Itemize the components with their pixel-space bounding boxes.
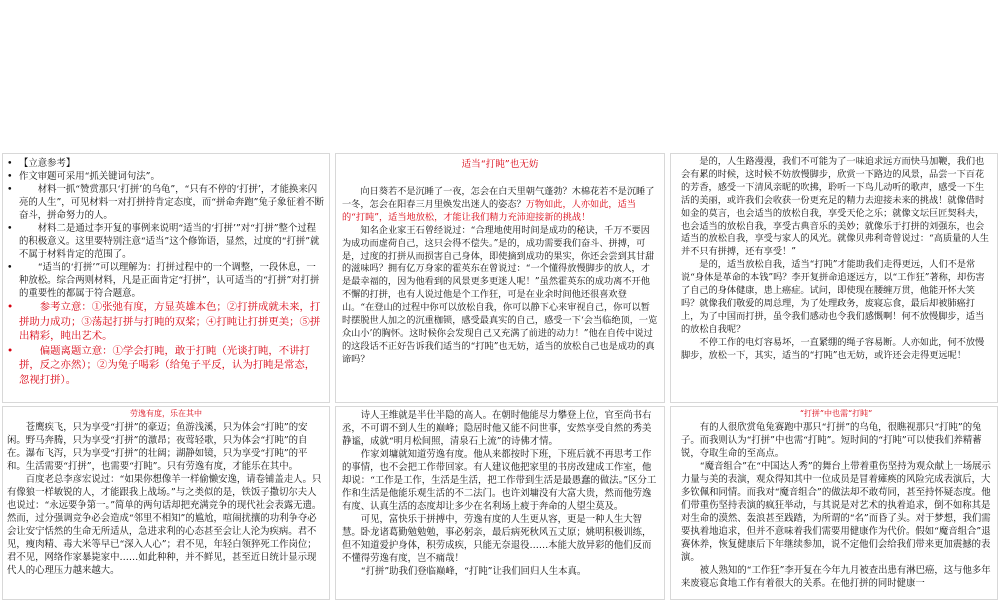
list-item: • 【立意参考】 [7,158,76,169]
list-item: • 作文审题可采用“抓关键词句法”。 [7,171,160,182]
essay-title: 劳逸有度，乐在其中 [130,409,202,418]
essay-title: 适当“打盹”也无妨 [461,159,539,170]
list-item-highlight: • 参考立意：①张弛有度，方显英雄本色；②打拼成就未来，打拼助力成功；③荡起打拼与打盹的双桨；④打盹让打拼更美；⑤拼出精彩，盹出艺术。 [7,301,321,342]
essay-paragraph: 诗人王维就是半仕半隐的高人。在朝时他能尽力攀登上位，官至尚书右丞，不可谓不到人生的巅峰；隐居时他又能不问世事，安然享受自然的秀美静谧，成就“明月松间照，清泉石上流”的诗佛才情。 [342,410,652,447]
essay-paragraph: 是的，适当放松自我，适当“打盹”才能助我们走得更远，人们不是常说“身体是革命的本钱”吗？李开复拼命追逐远方，以“工作狂”著称，却伤害了自己的身体健康，患上癌症。试问，即使现在腰缠万贯，他能开怀大笑吗？就像我们敬爱的周总理，为了处理政务，废寝忘食，最后却被肺癌打上，为了中国而打拼，虽令我们感动也令我们感慨啊！何不放慢脚步，适当的放松自我呢？ [681,259,985,335]
list-item: • 材料一抓“赞赏那只‘打拼’的乌龟”，“只有不停的‘打拼’，才能换来闪亮的人生”，可见材料一对打拼持肯定态度，而“拼命奔跑”兔子象征着不断奋斗，拼命努力的人。 [7,184,325,221]
list-item-highlight: • 偏题离题立意：①学会打盹，敢于打盹（光谈打盹，不讲打拼，反之亦然）；②为兔子喝彩（给兔子平反，认为打盹是常态，忽视打拼）。 [7,344,316,386]
outline-list [5,157,325,387]
essay-paragraph: 有的人很欣赏龟兔赛跑中那只“打拼”的乌龟，很瞧视那只“打盹”的兔子。而我则认为“打拼”中也需“打盹”。短时间的“打盹”可以使我们养精蓄锐，夺取生命的至高点。 [681,422,982,459]
highlight-text: 万物如此，人亦如此，适当的“打盹”，适当地放松，才能让我们精力充沛迎接新的挑战！ [342,198,636,223]
essay-paragraph: 向日葵若不是沉睡了一夜，怎会在白天里朝气蓬勃？木棉花若不是沉睡了一冬，怎会在阳春三月里焕发出迷人的姿态？万物如此，人亦如此，适当的“打盹”，适当地放松，才能让我们精力充沛迎接新的挑战！ [342,186,655,223]
essay-paragraph: 苍鹰疾飞，只为享受“打拼”的豪迈；鱼游浅溪，只为体会“打盹”的安闲。野马奔腾，只为享受“打拼”的激昂；夜莺轻歌，只为体会“打盹”的自在。瀑布飞泻，只为享受“打拼”的壮阔；湖静如镜，只为享受“打盹”的平和。生活需要“打拼”，也需要“打盹”。只有劳逸有度，才能乐在其中。 [7,422,308,472]
panel-essay-1 [335,153,665,403]
essay-paragraph: 百度老总李彦宏说过：“如果你想像羊一样偷懒安逸，请卷铺盖走人。只有像狼一样敏锐的人，才能跟我上战场。”与之类似的是，铁饭子撒切尔夫人也说过：“永远要争第一。”简单的两句话却把充满竞争的现代社会表露无遗。然而，过分强调竞争必会造成“邻里不相知”的尴尬，喧闹扰攘的功利争夺必会让安宁恬然的生命无所适从，急进求利的心态甚至会让人沦为疾病。君不见，瘦肉精、毒大米等早已“深入人心”；君不见，年轻白领猝死工作岗位；君不见，网络作家暴毙家中……如此种种，并不鲜见，甚至近日统计显示现代人的心理压力越来越大。 [7,474,322,576]
essay-paragraph: “打拼”助我们登临巅峰，“打盹”让我们回归人生本真。 [360,566,587,577]
essay-paragraph: 不停工作的电灯容易坏，一直紧绷的绳子容易断。人亦如此，何不放慢脚步，放松一下，其实，适当的“打盹”也无妨，或许还会走得更远呢！ [681,336,985,361]
panel-outline-notes [2,153,330,403]
essay-paragraph: “魔音组合”在“中国达人秀”的舞台上带着重伤坚持为观众献上一场展示力量与美的表演，观众得知其中一位成员是冒着瘫痪的风险完成表演后，大多钦佩和同情。而我对“魔音组合”的做法却不敢苟同，甚至持怀疑态度。他们带重伤坚持表演的疯狂举动，与其说是对艺术的执着追求，倒不如称其是对生命的漠然、轰浪甚至践踏，为所谓的“名”而昏了头。对于梦想，我们需要执着地追求，但并不意味着我们需要用健康作为代价。假如“魔音组合”退赛休养，恢复健康后下年继续参加，说不定他们会给我们带来更加震撼的表演。 [681,461,991,563]
essay-paragraph: 是的，人生路漫漫，我们不可能为了一味追求远方而快马加鞭，我们也会有累的时候，这时候不妨放慢脚步，欣赏一下路边的风景，品尝一下百花的芳香，感受一下清风亲昵的吹拂，聆听一下鸟儿动听的歌声，感受一下生活的美丽，或许我们会收获一份更充足的精力去迎接未来的挑战！就像借时如金的莫言，也会适当的放松自我，享受天伦之乐；就像文坛巨匠契科夫，也会适当的放松自我，享受古典音乐的美妙；就像乐于打拼的刘强东，也会适当的放松自我，享受与家人的风光。就像贝弗利奇曾说过：“高质量的人生并不只有拼搏，还有享受！” [681,156,989,258]
essay-paragraph: 可见，富快乐于拼搏中，劳逸有度的人生更从容，更是一种人生大智慧。卧龙诸葛勤勉勉勉，事必躬亲，最后病死秋风五丈原；姚明积极训练，但不知道爱护身体，积劳成疾，只能无奈退役……本能大放异彩的他们反而不懂得劳逸有度，岂不痛哉！ [342,514,652,564]
panel-essay-3 [670,406,998,600]
list-item: • 材料二是通过李开复的事例来说明“适当的‘打拼’”对“打拼”整个过程的积极意义。这里要特别注意“适当”这个修饰语，显然，过度的“打拼”就不属于材料肯定的范围了。 [7,223,320,260]
essay-paragraph: 作家刘墉就知道劳逸有度。他从来都按时下班，下班后就不再思考工作的事情，也不会把工作带回家。有人建议他把家里的书房改建成工作室，他却说：“工作是工作，生活是生活，把工作带到生活是最愚蠢的做法。”区分工作和生活是他能乐观生活的不二法门。也许刘墉没有大富大贵，然而他劳逸有度、认真生活的态度却让多少在名利场上疲于奔命的人望尘莫及。 [342,449,657,512]
essay-paragraph: 知名企业家王石曾经说过：“合理地使用时间是成功的秘诀，千万不要因为成功而虚荷自己，这只会得不偿失。”是的，成功需要我们奋斗、拼搏，可是，过度的打拼从而损害自己身体，即使摘到成功的果实，你还会尝到其甘甜的滋味吗？拥有亿万身家的霍英东在曾说过：“一个懂得放慢脚步的放人，才是最幸福的，因为他看到的风景更多更迷人呢！”虽然霍英东的成功离不开他不懈的打拼，也有人说过他是个工作狂，可是在业余时间他还很喜欢登山。“在登山的过程中你可以放松自我，你可以静下心来审视自己，你可以暂时摆脱世人加之的沉重枷锁，感受最真实的自己，感受一下‘会当临绝顶，一览众山小’的胸怀。这时候你会发现自己又充满了前进的动力！”他在自传中说过的这段话不正好告诉我们适当的“打盹”也无妨，适当的放松自己也是成功的真谛吗？ [342,224,658,365]
essay-paragraph: 被人熟知的“工作狂”李开复在今年九月被查出患有淋巴癌，这与他多年来废寝忘食地工作有着很大的关系。在他打拼的同时健康一 [681,565,991,589]
list-item: • “适当的‘打拼’”可以理解为：打拼过程中的一个调整，一段休息，一种放松。综合两则材料，凡是正面肯定“打拼”，认可适当的“打拼”对打拼的重要性的都属于符合题意。 [7,262,320,299]
panel-essay-2 [2,406,330,600]
panel-essay-1-cont [670,153,998,403]
essay-title: “打拼”中也需“打盹” [799,409,873,418]
panel-essay-2-cont [335,406,665,600]
